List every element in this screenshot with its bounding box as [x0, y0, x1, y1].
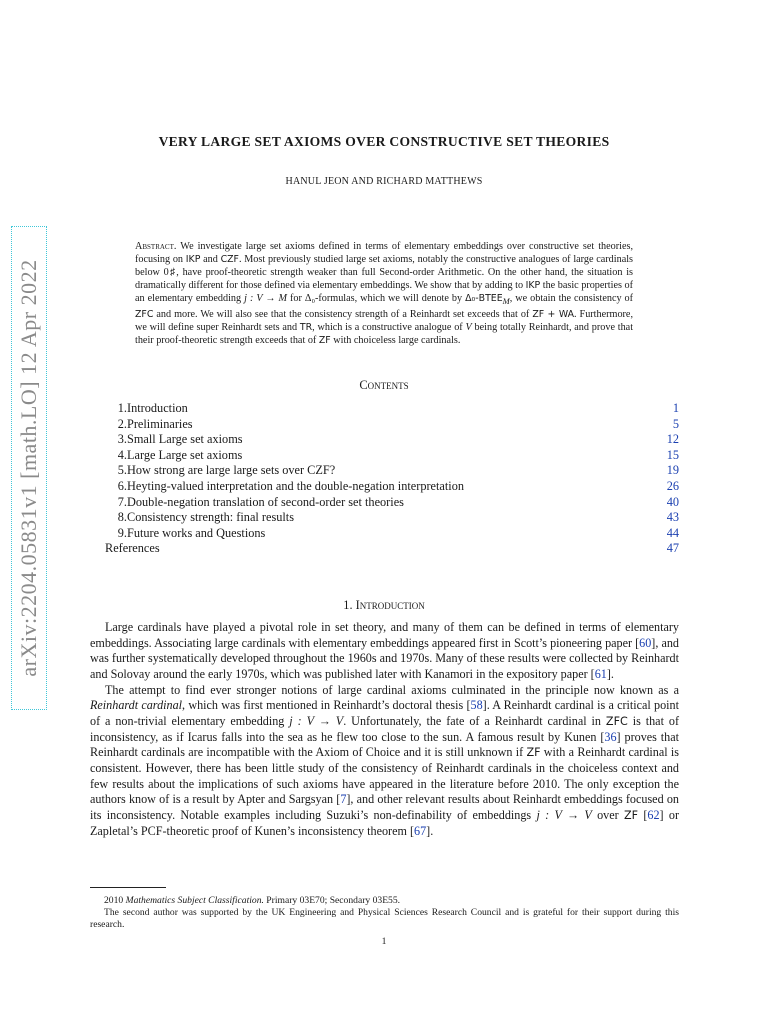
- citation-link[interactable]: 61: [594, 666, 607, 681]
- footnote-funding: The second author was supported by the UK Engineering and Physical Sciences Research Council and is grateful for their support during this research.: [90, 907, 679, 930]
- toc-entry-references[interactable]: References 47: [105, 541, 679, 556]
- citation-link[interactable]: 7: [340, 792, 347, 807]
- arxiv-id[interactable]: arXiv:2204.05831v1 [math.LO] 12 Apr 2022: [16, 259, 41, 677]
- toc-entry[interactable]: 8. Consistency strength: final results 43: [117, 510, 679, 525]
- citation-link[interactable]: 62: [647, 807, 660, 822]
- body-text: [90, 620, 679, 839]
- toc-entry[interactable]: 6. Heyting-valued interpretation and the double-negation interpretation 26: [117, 478, 679, 493]
- toc-entry[interactable]: 7. Double-negation translation of second-order set theories 40: [117, 494, 679, 509]
- footnotes: [90, 895, 679, 931]
- toc-page-link[interactable]: 47: [666, 541, 679, 556]
- footnote-rule: [90, 887, 166, 888]
- toc-page-link[interactable]: 44: [666, 525, 679, 540]
- paper-title: VERY LARGE SET AXIOMS OVER CONSTRUCTIVE SET THEORIES: [158, 134, 610, 149]
- table-of-contents: [105, 401, 679, 557]
- toc-page-link[interactable]: 5: [672, 416, 679, 431]
- paper-authors: HANUL JEON AND RICHARD MATTHEWS: [285, 176, 483, 187]
- toc-entry[interactable]: 5. How strong are large large sets over CZF? 19: [117, 463, 679, 478]
- toc-entry[interactable]: 1. Introduction 1: [117, 401, 679, 415]
- toc-entry[interactable]: 3. Small Large set axioms 12: [117, 432, 679, 447]
- section-heading: 1. Introduction: [343, 598, 425, 612]
- paragraph: The attempt to find ever stronger notions of large cardinal axioms culminated in the principle now known as a Reinhardt cardinal, which was first mentioned in Reinhardt’s doctoral thesis [58]. A Reinhardt cardinal is a critical point of a non-trivial elementary embedding j : V → V. Unfortunately, the fate of a Reinhardt cardinal in ZFC is that of inconsistency, as if Icarus falls into the sea as he flew too close to the sun. A famous result by Kunen [36] proves that Reinhardt cardinals are incompatible with the Axiom of Choice and it is still unknown if ZF with a Reinhardt cardinal is consistent. However, there has been little study of the consistency of Reinhardt cardinals in the choiceless context and few results about the implications of such axioms have appeared in the literature before 2010. The only exception the authors know of is a result by Apter and Sargsyan [7], and other relevant results about Reinhardt embeddings focused on its inconsistency. Notable examples including Suzuki’s non-definability of embeddings j : V → V over ZF [62] or Zapletal’s PCF-theoretic proof of Kunen’s inconsistency theorem [67].: [90, 682, 679, 838]
- toc-page-link[interactable]: 12: [666, 432, 679, 447]
- abstract-label: Abstract.: [135, 241, 177, 252]
- toc-page-link[interactable]: 26: [666, 478, 679, 493]
- citation-link[interactable]: 67: [414, 823, 427, 838]
- toc-page-link[interactable]: 1: [672, 401, 679, 415]
- toc-entry[interactable]: 9. Future works and Questions 44: [117, 525, 679, 540]
- toc-entry[interactable]: 4. Large Large set axioms 15: [117, 447, 679, 462]
- toc-page-link[interactable]: 43: [666, 510, 679, 525]
- abstract: Abstract. We investigate large set axioms defined in terms of elementary embeddings over constructive set theories, focusing on IKP and CZF. Most previously studied large set axioms, notably the constructive analogues of large cardinals below 0♯, have proof-theoretic strength weaker than full Second-order Arithmetic. On the other hand, the situation is dramatically different for those defined via elementary embeddings. We show that by adding to IKP the basic properties of an elementary embedding j : V → M for Δ₀-formulas, which we will denote by $\Delta_0-BTEE_M$, we obtain the consistency of ZFC and more. We will also see that the consistency strength of a Reinhardt set exceeds that of ZF + WA. Furthermore, we will define super Reinhardt sets and TR, which is a constructive analogue of V being totally Reinhardt, and prove that their proof-theoretic strength exceeds that of ZF with choiceless large cardinals.: [135, 241, 634, 347]
- toc-entry[interactable]: 2. Preliminaries 5: [117, 416, 679, 431]
- citation-link[interactable]: 60: [639, 635, 652, 650]
- toc-page-link[interactable]: 15: [666, 447, 679, 462]
- contents-heading: Contents: [359, 378, 409, 392]
- toc-page-link[interactable]: 19: [666, 463, 679, 478]
- paragraph: Large cardinals have played a pivotal role in set theory, and many of them can be defined in terms of elementary embeddings. Associating large cardinals with elementary embeddings appeared first in Scott’s pioneering paper [60], and was further systematically developed throughout the 1960s and 1970s. Many of these results were collected by Reinhardt and Solovay around the early 1970s, which was published later with Kanamori in the expository paper [61].: [90, 620, 680, 681]
- page-number: 1: [381, 936, 387, 947]
- footnote-msc: 2010 Mathematics Subject Classification. Primary 03E70; Secondary 03E55.: [104, 895, 401, 906]
- citation-link[interactable]: 58: [470, 698, 483, 713]
- arxiv-stamp[interactable]: [11, 226, 47, 710]
- toc-page-link[interactable]: 40: [666, 494, 679, 509]
- citation-link[interactable]: 36: [604, 729, 617, 744]
